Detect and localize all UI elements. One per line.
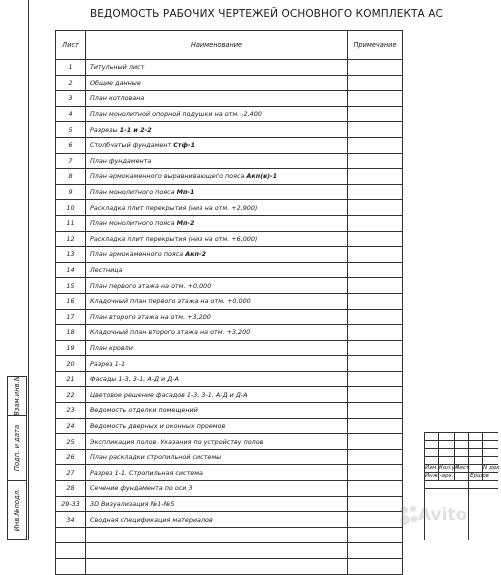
- tb-ndok: N док.: [483, 465, 501, 471]
- stamp-cell-inv-orig: [7, 480, 27, 540]
- row-drawing-name: [86, 184, 348, 200]
- row-drawing-name: [86, 106, 348, 122]
- row-name-text: Сечение фундамента по оси 3: [90, 484, 193, 493]
- row-note: [348, 75, 403, 91]
- row-note: [348, 356, 403, 372]
- header-note: Примечание: [348, 31, 403, 60]
- row-sheet-number: 6: [56, 137, 86, 153]
- stamp-inv-orig: Инв.№подл.: [13, 488, 21, 532]
- row-sheet-number: 11: [56, 215, 86, 231]
- row-note: [348, 418, 403, 434]
- row-sheet-number: 34: [56, 512, 86, 528]
- table-row: [56, 356, 403, 372]
- row-note: [348, 169, 403, 185]
- row-name-text: Разрез 1-1: [90, 359, 126, 368]
- row-drawing-name: [86, 512, 348, 528]
- row-note: [348, 184, 403, 200]
- table-row: [56, 91, 403, 107]
- row-note: [348, 325, 403, 341]
- table-header-row: [56, 31, 403, 60]
- row-sheet-number: 8: [56, 169, 86, 185]
- row-note: [348, 512, 403, 528]
- empty-cell: [86, 543, 348, 559]
- row-name-text: Сводная спецификация материалов: [90, 515, 213, 524]
- row-drawing-name: [86, 137, 348, 153]
- avito-dots-icon: [398, 503, 420, 527]
- row-note: [348, 215, 403, 231]
- row-sheet-number: 20: [56, 356, 86, 372]
- row-sheet-number: 29-33: [56, 496, 86, 512]
- tb-kol-uch: Кол.уч: [439, 465, 459, 471]
- tb-name: Ершов: [470, 473, 489, 479]
- row-name-text: План армокаменного выравнивающего пояса: [90, 172, 247, 181]
- row-sheet-number: 5: [56, 122, 86, 138]
- header-sheet: Лист: [56, 31, 86, 60]
- table-row: [56, 325, 403, 341]
- table-row-empty: [56, 559, 403, 575]
- row-name-mark: Акп-2: [185, 250, 207, 259]
- stamp-cell-sign-date: [7, 415, 27, 481]
- table-row: [56, 278, 403, 294]
- row-name-text: Разрезы: [90, 125, 120, 134]
- row-drawing-name: [86, 356, 348, 372]
- row-drawing-name: [86, 465, 348, 481]
- table-row: [56, 200, 403, 216]
- row-name-text: План котлована: [90, 94, 145, 103]
- row-drawing-name: [86, 91, 348, 107]
- row-drawing-name: [86, 153, 348, 169]
- row-drawing-name: [86, 340, 348, 356]
- row-note: [348, 153, 403, 169]
- row-drawing-name: [86, 169, 348, 185]
- row-name-text: План кровли: [90, 343, 133, 352]
- row-name-text: Лестница: [90, 266, 123, 275]
- table-row: [56, 465, 403, 481]
- table-row: [56, 247, 403, 263]
- stamp-sign-date: Подп. и дата: [13, 424, 21, 472]
- table-row: [56, 106, 403, 122]
- row-sheet-number: 23: [56, 403, 86, 419]
- table-row: [56, 371, 403, 387]
- table-row: [56, 481, 403, 497]
- row-name-text: План монолитного пояса: [90, 219, 177, 228]
- row-sheet-number: 13: [56, 247, 86, 263]
- row-drawing-name: [86, 200, 348, 216]
- row-drawing-name: [86, 309, 348, 325]
- row-drawing-name: [86, 122, 348, 138]
- row-sheet-number: 27: [56, 465, 86, 481]
- row-note: [348, 371, 403, 387]
- row-note: [348, 91, 403, 107]
- row-name-text: 3D Визуализация №1-№5: [90, 499, 175, 508]
- row-note: [348, 449, 403, 465]
- row-sheet-number: 7: [56, 153, 86, 169]
- row-name-text: Общие данные: [90, 78, 141, 87]
- empty-cell: [56, 559, 86, 575]
- row-sheet-number: 21: [56, 371, 86, 387]
- row-name-text: План монолитной опорной подушки на отм. -2,400: [90, 110, 262, 119]
- table-row: [56, 340, 403, 356]
- row-drawing-name: [86, 481, 348, 497]
- row-sheet-number: 15: [56, 278, 86, 294]
- table-row-empty: [56, 543, 403, 559]
- row-name-text: Столбчатый фундамент: [90, 141, 174, 150]
- page-title: ВЕДОМОСТЬ РАБОЧИХ ЧЕРТЕЖЕЙ ОСНОВНОГО КОМПЛЕКТА АС: [90, 8, 443, 20]
- empty-cell: [86, 559, 348, 575]
- row-name-text: План второго этажа на отм. +3,200: [90, 312, 211, 321]
- row-name-text: Кладочный план первого этажа на отм. +0,000: [90, 297, 251, 306]
- row-drawing-name: [86, 418, 348, 434]
- row-note: [348, 403, 403, 419]
- row-name-text: Титульный лист: [90, 63, 145, 72]
- row-name-text: Экспликация полов. Указания по устройству полов: [90, 437, 264, 446]
- table-row: [56, 293, 403, 309]
- stamp-replace-inv: Взам.инв.N: [13, 376, 21, 416]
- row-name-text: План армокаменного пояса: [90, 250, 186, 259]
- row-note: [348, 465, 403, 481]
- table-row: [56, 309, 403, 325]
- row-name-text: Фасады 1-3, 3-1, А-Д и Д-А: [90, 375, 179, 384]
- row-sheet-number: 4: [56, 106, 86, 122]
- row-name-mark: 1-1 и 2-2: [119, 125, 152, 134]
- row-name-text: Ведомость отделки помещений: [90, 406, 198, 415]
- row-drawing-name: [86, 496, 348, 512]
- table-row: [56, 434, 403, 450]
- row-note: [348, 200, 403, 216]
- row-sheet-number: 14: [56, 262, 86, 278]
- row-note: [348, 137, 403, 153]
- row-name-text: Ведомость дверных и оконных проемов: [90, 421, 226, 430]
- row-name-mark: Стф-1: [173, 141, 196, 150]
- row-note: [348, 434, 403, 450]
- frame-left-border: [28, 0, 29, 540]
- table-row-empty: [56, 527, 403, 543]
- row-sheet-number: 3: [56, 91, 86, 107]
- empty-cell: [56, 543, 86, 559]
- row-sheet-number: 2: [56, 75, 86, 91]
- row-drawing-name: [86, 434, 348, 450]
- row-note: [348, 309, 403, 325]
- row-name-mark: Мп-1: [176, 188, 195, 197]
- row-sheet-number: 17: [56, 309, 86, 325]
- watermark-text: Avito: [418, 505, 468, 525]
- row-name-text: Цветовое решение фасадов 1-3, 3-1, А-Д и Д-А: [90, 390, 248, 399]
- header-name: Наименование: [86, 31, 348, 60]
- row-name-text: План монолитного пояса: [90, 188, 177, 197]
- tb-izm: Изм.: [425, 465, 439, 471]
- row-note: [348, 122, 403, 138]
- row-drawing-name: [86, 215, 348, 231]
- table-row: [56, 387, 403, 403]
- row-name-text: План раскладки стропильной системы: [90, 453, 222, 462]
- table-row: [56, 137, 403, 153]
- row-drawing-name: [86, 75, 348, 91]
- row-note: [348, 387, 403, 403]
- row-name-text: План первого этажа на отм. +0,000: [90, 281, 212, 290]
- table-row: [56, 449, 403, 465]
- empty-cell: [86, 527, 348, 543]
- table-row: [56, 75, 403, 91]
- table-row: [56, 122, 403, 138]
- row-sheet-number: 22: [56, 387, 86, 403]
- row-drawing-name: [86, 403, 348, 419]
- row-sheet-number: 26: [56, 449, 86, 465]
- row-name-text: Кладочный план второго этажа на отм. +3,200: [90, 328, 251, 337]
- row-sheet-number: 18: [56, 325, 86, 341]
- row-note: [348, 340, 403, 356]
- table-row: [56, 496, 403, 512]
- table-row: [56, 262, 403, 278]
- row-drawing-name: [86, 262, 348, 278]
- row-name-text: План фундамента: [90, 156, 152, 165]
- row-note: [348, 262, 403, 278]
- row-sheet-number: 28: [56, 481, 86, 497]
- table-row: [56, 169, 403, 185]
- table-row: [56, 153, 403, 169]
- row-name-mark: Мп-2: [176, 219, 195, 228]
- row-sheet-number: 1: [56, 60, 86, 76]
- row-name-text: Раскладка плит перекрытия (низ на отм. +6,000): [90, 234, 258, 243]
- row-drawing-name: [86, 278, 348, 294]
- table-row: [56, 184, 403, 200]
- watermark-logo: [398, 503, 494, 529]
- row-note: [348, 247, 403, 263]
- table-row: [56, 215, 403, 231]
- row-drawing-name: [86, 247, 348, 263]
- stamp-cell-replace-inv: [7, 376, 27, 416]
- row-note: [348, 496, 403, 512]
- row-drawing-name: [86, 449, 348, 465]
- table-row: [56, 418, 403, 434]
- row-drawing-name: [86, 325, 348, 341]
- empty-cell: [348, 543, 403, 559]
- row-sheet-number: 10: [56, 200, 86, 216]
- row-sheet-number: 25: [56, 434, 86, 450]
- row-sheet-number: 19: [56, 340, 86, 356]
- empty-cell: [348, 559, 403, 575]
- table-row: [56, 403, 403, 419]
- row-note: [348, 60, 403, 76]
- row-drawing-name: [86, 60, 348, 76]
- table-row: [56, 512, 403, 528]
- row-drawing-name: [86, 387, 348, 403]
- row-sheet-number: 16: [56, 293, 86, 309]
- row-drawing-name: [86, 231, 348, 247]
- row-name-mark: Акп(в)-1: [246, 172, 278, 181]
- tb-inzh-arh: Инж.-арх.: [425, 473, 454, 479]
- row-note: [348, 231, 403, 247]
- empty-cell: [348, 527, 403, 543]
- side-stamp: [7, 376, 27, 540]
- empty-cell: [56, 527, 86, 543]
- row-drawing-name: [86, 371, 348, 387]
- table-row: [56, 231, 403, 247]
- row-name-text: Раскладка плит перекрытия (низ на отм. +2,900): [90, 203, 258, 212]
- row-note: [348, 278, 403, 294]
- drawings-list-table: [55, 30, 403, 575]
- row-sheet-number: 9: [56, 184, 86, 200]
- row-drawing-name: [86, 293, 348, 309]
- row-sheet-number: 24: [56, 418, 86, 434]
- row-note: [348, 106, 403, 122]
- tb-list: Лист: [455, 465, 470, 471]
- table-row: [56, 60, 403, 76]
- row-note: [348, 293, 403, 309]
- row-name-text: Разрез 1-1. Стропильная система: [90, 468, 203, 477]
- row-sheet-number: 12: [56, 231, 86, 247]
- row-note: [348, 481, 403, 497]
